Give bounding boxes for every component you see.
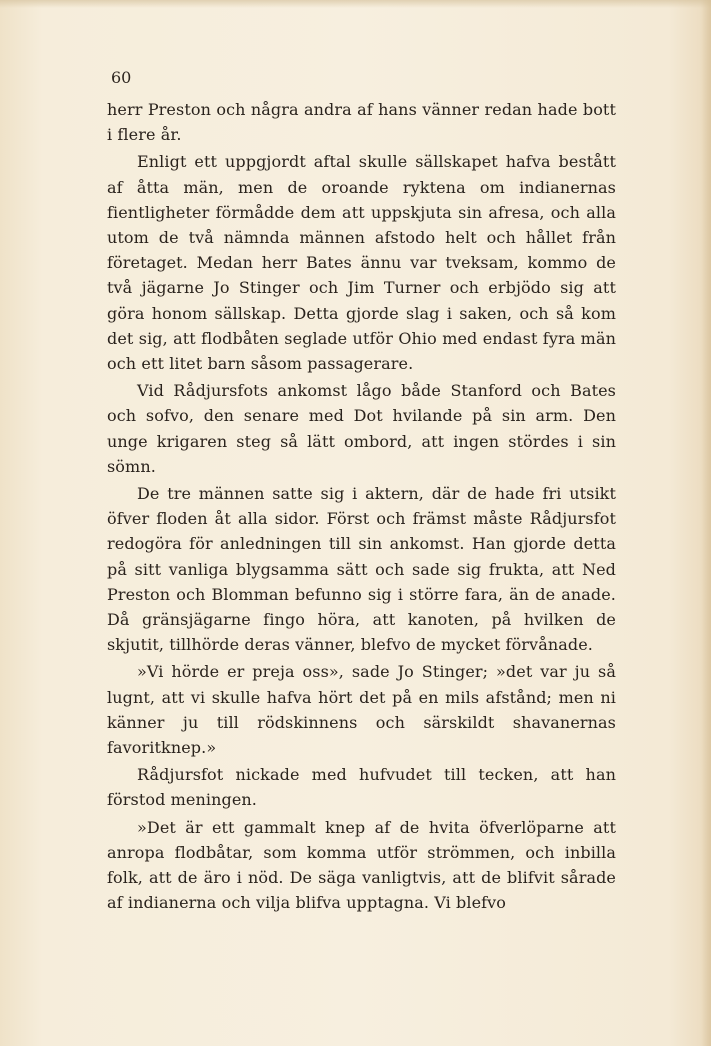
page-number: 60 [111,68,132,87]
page-top-shadow [0,0,711,8]
paragraph-continuation: herr Preston och några andra af hans vänner redan hade bott i flere år. [107,100,616,145]
body-text [107,97,616,918]
paragraph: »Vi hörde er preja oss», sade Jo Stinger; »det var ju så lugnt, att vi skulle hafva hört det på en mils afstånd; men ni känner ju till rödskinnens och särskildt shavanernas favoritknep.» [107,662,616,758]
paragraph: Enligt ett uppgjordt aftal skulle sällskapet hafva bestått af åtta män, men de oroande ryktena om indianernas fientligheter förmådde dem att uppskjuta sin afresa, och alla utom de två nämnda männen afstodo helt och hållet från företaget. Medan herr Bates ännu var tveksam, kommo de två jägarne Jo Stinger och Jim Turner och erbjödo sig att göra honom sällskap. Detta gjorde slag i saken, och så kom det sig, att flodbåten seglade utför Ohio med endast fyra män och ett litet barn såsom passagerare. [107,152,616,374]
paragraph: »Det är ett gammalt knep af de hvita öfverlöparne att anropa flodbåtar, som komma utför strömmen, och inbilla folk, att de äro i nöd. De säga vanligtvis, att de blifvit sårade af indianerna och vilja blifva upptagna. Vi blefvo [107,817,616,913]
paragraph: De tre männen satte sig i aktern, där de hade fri utsikt öfver floden åt alla sidor. Först och främst måste Rådjursfot redogöra för anledningen till sin ankomst. Han gjorde detta på sitt vanliga blygsamma sätt och sade sig frukta, att Ned Preston och Blomman befunno sig i större fara, än de anade. Då gränsjägarne fingo höra, att kanoten, på hvilken de skjutit, tillhörde deras vänner, blefvo de mycket förvånade. [107,484,616,655]
page-right-shadow [701,0,711,1046]
paragraph: Vid Rådjursfots ankomst lågo både Stanford och Bates och sofvo, den senare med Dot hvilande på sin arm. Den unge krigaren steg så lätt ombord, att ingen stördes i sin sömn. [107,381,616,476]
paragraph: Rådjursfot nickade med hufvudet till tecken, att han förstod meningen. [107,765,616,810]
